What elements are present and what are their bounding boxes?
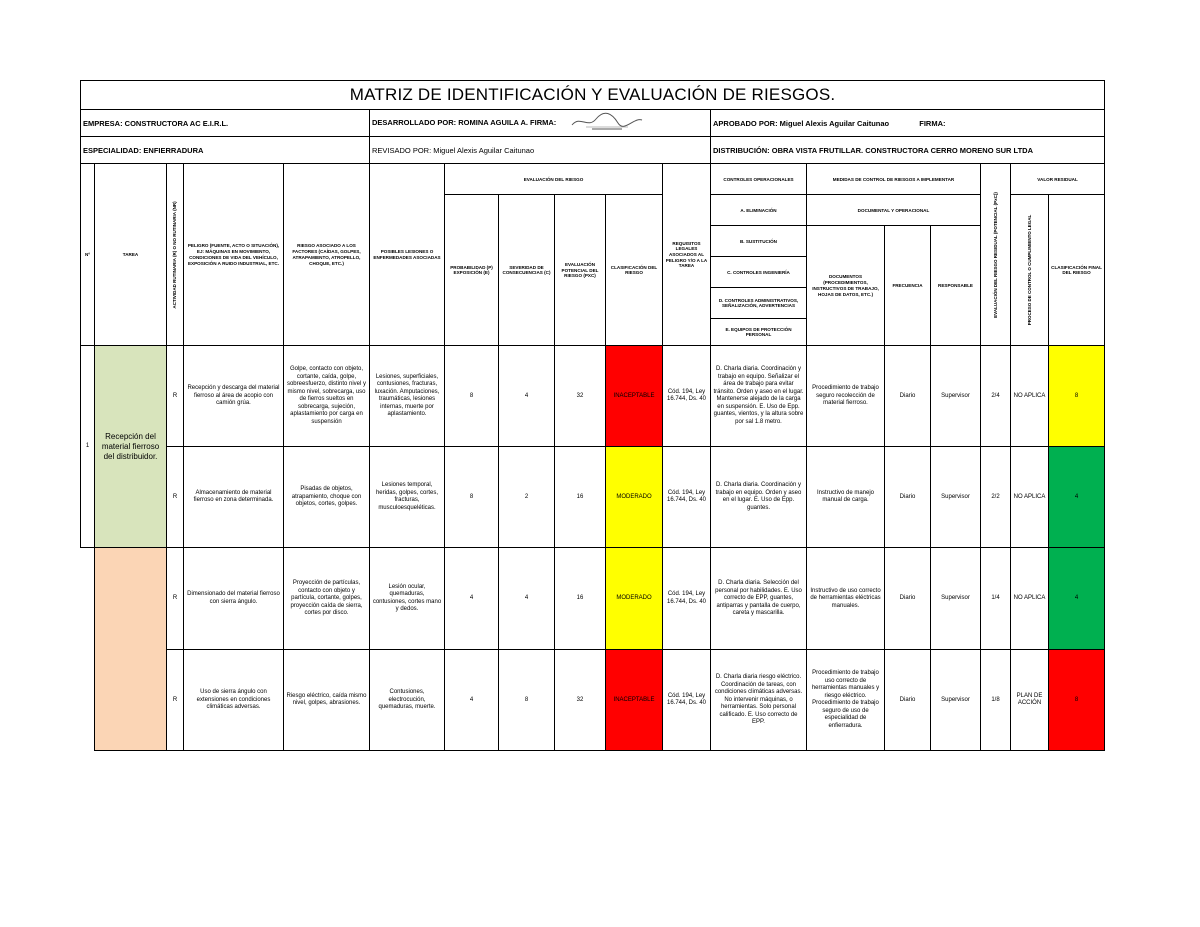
cell-riesgo: Riesgo eléctrico, caída mismo nivel, golpes, abrasiones. [284,650,370,751]
cell-consecuencias: Lesión ocular, quemaduras, contusiones, cortes mano y dedos. [370,548,445,650]
header-clasificacion-final: CLASIFICACIÓN FINAL DEL RIESGO [1049,195,1105,346]
cell-probabilidad: 8 [445,447,499,548]
cell-clasificacion: MODERADO [606,548,663,650]
header-c-ingenieria: C. CONTROLES INGENIERÍA [711,257,807,288]
cell-proceso: NO APLICA [1011,346,1049,447]
aprobado-cell [711,110,1105,137]
header-responsable: RESPONSABLE [931,226,981,346]
header-proceso-control [1011,195,1049,346]
cell-clasificacion-final: 8 [1049,650,1105,751]
cell-residual: 1/4 [981,548,1011,650]
table-row [81,650,1105,751]
cell-controles: D. Charla diaria. Selección del personal por habilidades. E. Uso correcto de EPP, guantes, antiparras y pantalla de cuerpo, careta y mascarilla. [711,548,807,650]
task-name: Recepción del material fierroso del distribuidor. [95,346,167,548]
header-medidas: MEDIDAS DE CONTROL DE RIESGOS A IMPLEMENTAR [807,164,981,195]
cell-documento: Procedimiento de trabajo seguro recolección de material fierroso. [807,346,885,447]
cell-documento: Instructivo de uso correcto de herramientas eléctricas manuales. [807,548,885,650]
cell-pxc: 32 [555,650,606,751]
cell-clasificacion: INACEPTABLE [606,346,663,447]
cell-actividad: R [167,548,184,650]
cell-requisitos: Cód. 194, Ley 16.744, Ds. 40 [663,548,711,650]
cell-consecuencias: Lesiones temporal, heridas, golpes, cortes, fracturas, musculoesqueléticas. [370,447,445,548]
cell-controles: D. Charla diaria. Coordinación y trabajo en equipo. Señalizar el área de trabajo para evitar tránsito. Orden y aseo en el lugar. Mantenerse alejado de la carga en suspensión. E. Uso de Epp. guantes, vientos, y la altura sobre por sal 1.8 metro. [711,346,807,447]
cell-clasificacion: INACEPTABLE [606,650,663,751]
cell-peligro: Uso de sierra ángulo con extensiones en condiciones climáticas adversas. [184,650,284,751]
cell-controles: D. Charla diaria. Coordinación y trabajo en equipo. Orden y aseo en el lugar. E. Uso de Epp. guantes. [711,447,807,548]
especialidad-label: ESPECIALIDAD: ENFIERRADURA [81,137,370,164]
cell-clasificacion-final: 4 [1049,447,1105,548]
task-number: 1 [81,346,95,548]
cell-residual: 1/8 [981,650,1011,751]
header-consecuencias: POSIBLES LESIONES O ENFERMEDADES ASOCIADAS [370,164,445,346]
table-row [81,548,1105,650]
cell-residual: 2/4 [981,346,1011,447]
header-doc-proc: DOCUMENTOS (PROCEDIMIENTOS, INSTRUCTIVOS DE TRABAJO, HOJAS DE DATOS, ETC.) [807,226,885,346]
header-n: Nº [81,164,95,346]
header-evaluacion: EVALUACIÓN DEL RIESGO [445,164,663,195]
header-controles: CONTROLES OPERACIONALES [711,164,807,195]
cell-responsable: Supervisor [931,346,981,447]
cell-documento: Procedimiento de trabajo uso correcto de herramientas manuales y riesgo eléctrico. Procedimiento de trabajo seguro de uso de especialidad de enfierradura. [807,650,885,751]
header-tarea: TAREA [95,164,167,346]
header-evaluacion-pxc: EVALUACIÓN POTENCIAL DEL RIESGO (PXC) [555,195,606,346]
header-evaluacion-residual-text: EVALUACIÓN DEL RIESGO RESIDUAL (POTENCIAL (PxC)) [992,192,998,318]
cell-frecuencia: Diario [885,447,931,548]
cell-proceso: NO APLICA [1011,447,1049,548]
cell-peligro: Almacenamiento de material fierroso en zona determinada. [184,447,284,548]
cell-peligro: Recepción y descarga del material fierroso al área de acopio con camión grúa. [184,346,284,447]
header-evaluacion-residual [981,164,1011,346]
header-peligro: PELIGRO (FUENTE, ACTO O SITUACIÓN), EJ: MÁQUINAS EN MOVIMIENTO, CONDICIONES DE VIDA DEL VEHÍCULO, EXPOSICIÓN A RUIDO INDUSTRIAL, ETC. [184,164,284,346]
cell-severidad: 8 [499,650,555,751]
cell-probabilidad: 8 [445,346,499,447]
cell-requisitos: Cód. 194, Ley 16.744, Ds. 40 [663,650,711,751]
desarrollado-cell [370,110,711,137]
cell-residual: 2/2 [981,447,1011,548]
header-clasificacion: CLASIFICACIÓN DEL RIESGO [606,195,663,346]
cell-peligro: Dimensionado del material fierroso con sierra ángulo. [184,548,284,650]
empresa-label: EMPRESA: CONSTRUCTORA AC E.I.R.L. [81,110,370,137]
matrix-title: MATRIZ DE IDENTIFICACIÓN Y EVALUACIÓN DE RIESGOS. [81,81,1105,110]
cell-severidad: 4 [499,548,555,650]
signature-stamp [568,111,646,135]
cell-responsable: Supervisor [931,650,981,751]
cell-consecuencias: Lesiones, superficiales, contusiones, fracturas, luxación. Amputaciones, traumáticas, lesiones internas, muerte por aplastamiento. [370,346,445,447]
cell-clasificacion: MODERADO [606,447,663,548]
header-documental: DOCUMENTAL Y OPERACIONAL [807,195,981,226]
cell-probabilidad: 4 [445,650,499,751]
cell-proceso: PLAN DE ACCIÓN [1011,650,1049,751]
cell-riesgo: Proyección de partículas, contacto con objeto y partícula, cortante, golpes, proyección caída de sierra, cortes por disco. [284,548,370,650]
task-number-empty [81,548,95,751]
cell-severidad: 4 [499,346,555,447]
cell-actividad: R [167,346,184,447]
cell-frecuencia: Diario [885,346,931,447]
table-row [81,447,1105,548]
header-d-administrativos: D. CONTROLES ADMINISTRATIVOS, SEÑALIZACIÓN, ADVERTENCIAS [711,288,807,319]
header-a-eliminacion: A. ELIMINACIÓN [711,195,807,226]
cell-severidad: 2 [499,447,555,548]
header-valor-residual: VALOR RESIDUAL [1011,164,1105,195]
cell-riesgo: Golpe, contacto con objeto, cortante, caída, golpe, sobreesfuerzo, distinto nivel y mismo nivel, sobrecarga, uso de fierros sueltos en sobrecarga, sujeción, aplastamiento por carga en suspensión [284,346,370,447]
cell-pxc: 16 [555,548,606,650]
header-severidad: SEVERIDAD DE CONSECUENCIAS (C) [499,195,555,346]
cell-actividad: R [167,650,184,751]
header-proceso-control-text: PROCESO DE CONTROL O CUMPLIMIENTO LEGAL [1026,215,1032,326]
distribucion-label: DISTRIBUCIÓN: OBRA VISTA FRUTILLAR. CONSTRUCTORA CERRO MORENO SUR LTDA [711,137,1105,164]
table-row [81,346,1105,447]
cell-probabilidad: 4 [445,548,499,650]
cell-consecuencias: Contusiones, electrocución, quemaduras, muerte. [370,650,445,751]
risk-matrix-table [80,80,1105,751]
cell-clasificacion-final: 8 [1049,346,1105,447]
cell-documento: Instructivo de manejo manual de carga. [807,447,885,548]
task-name [95,548,167,751]
header-b-sustitucion: B. SUSTITUCIÓN [711,226,807,257]
cell-responsable: Supervisor [931,447,981,548]
cell-pxc: 16 [555,447,606,548]
cell-clasificacion-final: 4 [1049,548,1105,650]
header-requisitos: REQUISITOS LEGALES ASOCIADOS AL PELIGRO Y/O A LA TAREA [663,164,711,346]
cell-actividad: R [167,447,184,548]
header-actividad-text: ACTIVIDAD RUTINARIA (R) O NO RUTINARIA (NR) [172,201,178,309]
desarrollado-label: DESARROLLADO POR: ROMINA AGUILA A. FIRMA: [372,118,557,128]
cell-requisitos: Cód. 194, Ley 16.744, Ds. 40 [663,447,711,548]
revisado-label: REVISADO POR: Miguel Alexis Aguilar Caitunao [370,137,711,164]
aprobado-label: APROBADO POR: Miguel Alexis Aguilar Caitunao [713,118,890,128]
cell-requisitos: Cód. 194, Ley 16.744, Ds. 40 [663,346,711,447]
header-frecuencia: FRECUENCIA [885,226,931,346]
header-actividad [167,164,184,346]
cell-riesgo: Pisadas de objetos, atrapamiento, choque con objetos, cortes, golpes. [284,447,370,548]
header-riesgo: RIESGO ASOCIADO A LOS FACTORES (CAÍDAS, GOLPES, ATRAPAMIENTO, ATROPELLO, CHOQUE, ETC.) [284,164,370,346]
header-e-epp: E. EQUIPOS DE PROTECCIÓN PERSONAL [711,319,807,346]
cell-pxc: 32 [555,346,606,447]
cell-responsable: Supervisor [931,548,981,650]
cell-frecuencia: Diario [885,548,931,650]
aprobado-firma-label: FIRMA: [919,118,946,128]
document-page [80,80,1100,751]
cell-frecuencia: Diario [885,650,931,751]
cell-controles: D. Charla diaria riesgo eléctrico. Coordinación de tareas, con condiciones climáticas adversas. No intervenir máquinas, o herramientas. Solo personal calificado. E. Uso correcto de EPP. [711,650,807,751]
cell-proceso: NO APLICA [1011,548,1049,650]
header-probabilidad: PROBABILIDAD (P) EXPOSICIÓN (E) [445,195,499,346]
